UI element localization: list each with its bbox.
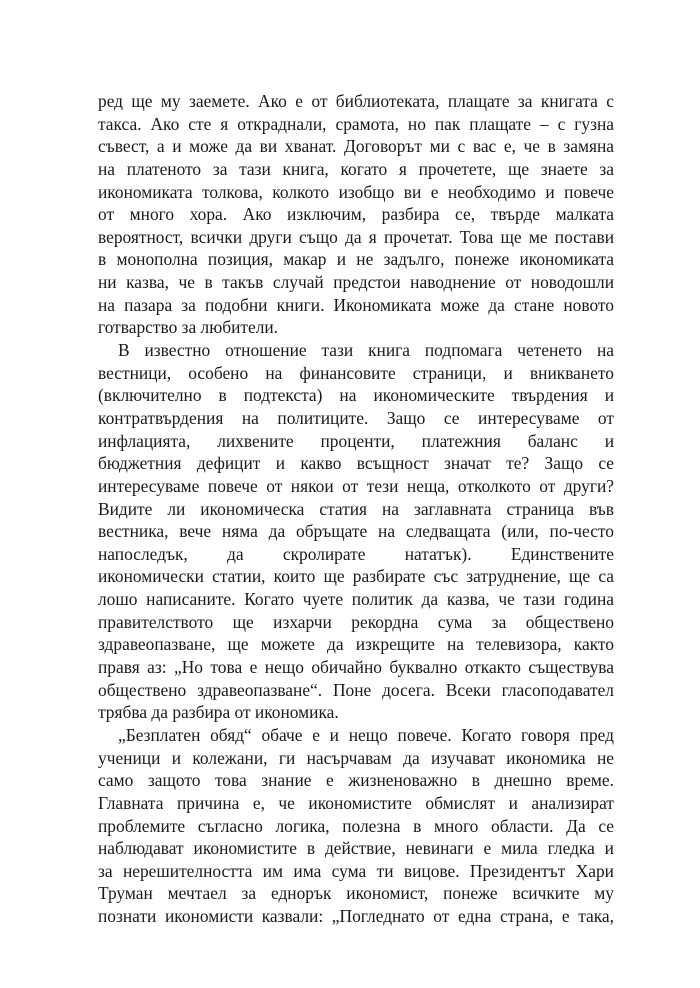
text-line: проблемите съгласно логика, полезна в много области. Да се	[98, 815, 614, 836]
text-line: (включително в подтекста) на икономическите твърдения и	[98, 385, 614, 406]
text-line: икономически статии, които ще разбирате със затруднение, ще са	[98, 566, 614, 587]
text-line: само защото това знание е жизненоважно в днешно време.	[98, 770, 614, 791]
text-line: такса. Ако сте я откраднали, срамота, но пак плащате – с гузна	[98, 113, 614, 134]
text-line: лошо написаните. Когато чуете политик да казва, че тази година	[98, 589, 614, 610]
text-line: здравеопазване, ще можете да изкрещите на телевизора, както	[98, 634, 614, 655]
text-line: наблюдават икономистите в действие, невинаги е мила гледка и	[98, 838, 614, 859]
body-text	[98, 90, 614, 928]
text-line: Главната причина е, че икономистите обмислят и анализират	[98, 792, 614, 813]
text-line: на пазара за подобни книги. Икономиката може да стане новото	[98, 294, 614, 315]
text-line: на платеното за тази книга, когато я прочетете, ще знаете за	[98, 158, 614, 179]
text-line: вероятност, всички други също да я прочетат. Това ще ме постави	[98, 226, 614, 247]
text-line: за нерешителността им има сума ти вицове. Президентът Хари	[98, 860, 614, 881]
paragraph	[98, 90, 614, 339]
text-line: трябва да разбира от икономика.	[98, 702, 339, 723]
text-line: съвест, а и може да ви хванат. Договорът ми с вас е, че в замяна	[98, 136, 614, 157]
text-line: ни казва, че в такъв случай предстои наводнение от новодошли	[98, 272, 614, 293]
text-line: интересуваме повече от някои от тези неща, отколкото от други?	[98, 475, 614, 496]
text-line: ученици и колежани, ги насърчавам да изучават икономика не	[98, 747, 614, 768]
text-line: вестника, вече няма да обръщате на следващата (или, по-често	[98, 521, 614, 542]
paragraph	[98, 339, 614, 724]
text-line: в монополна позиция, макар и не задълго, понеже икономиката	[98, 249, 614, 270]
text-line: познати икономисти казвали: „Погледнато от една страна, е така,	[98, 906, 614, 927]
paragraph	[98, 724, 614, 928]
text-line: инфлацията, лихвените проценти, платежния баланс и	[98, 430, 614, 451]
text-line: готварство за любители.	[98, 317, 279, 338]
text-line: обществено здравеопазване“. Поне досега. Всеки гласоподавател	[98, 679, 614, 700]
text-line: правя аз: „Но това е нещо обичайно буквално откакто съществува	[98, 657, 614, 678]
text-line: „Безплатен обяд“ обаче е и нещо повече. Когато говоря пред	[118, 724, 614, 745]
text-line: Труман мечтаел за еднорък икономист, понеже всичките му	[98, 883, 614, 904]
text-line: напоследък, да скролирате нататък). Единствените	[98, 543, 614, 564]
text-line: ред ще му заемете. Ако е от библиотеката, плащате за книгата с	[98, 91, 614, 111]
text-line: контратвърдения на политиците. Защо се интересуваме от	[98, 407, 614, 428]
text-line: Видите ли икономическа статия на заглавната страница във	[98, 498, 614, 519]
text-line: икономиката толкова, колкото изобщо ви е необходимо и повече	[98, 181, 614, 202]
text-line: В известно отношение тази книга подпомага четенето на	[118, 340, 614, 361]
text-line: от много хора. Ако изключим, разбира се, твърде малката	[98, 204, 614, 225]
text-line: вестници, особено на финансовите страници, и вникването	[98, 362, 614, 383]
text-line: правителството ще изхарчи рекордна сума за обществено	[98, 611, 614, 632]
text-line: бюджетния дефицит и какво всъщност значат те? Защо се	[98, 453, 614, 474]
